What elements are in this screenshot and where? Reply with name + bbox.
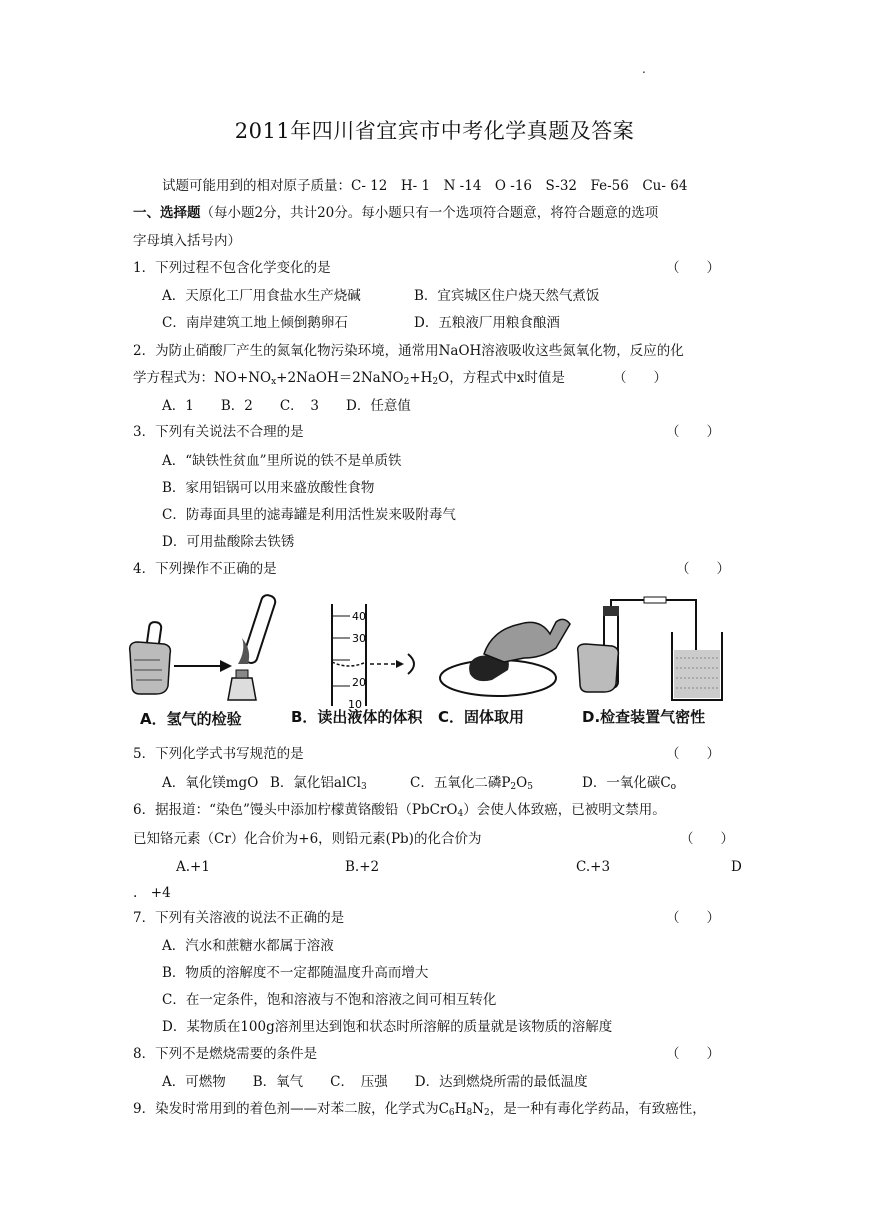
q5-answer-blank: （ ） — [666, 746, 720, 762]
q4-figures — [120, 590, 740, 708]
q3-option-d: D．可用盐酸除去铁锈 — [162, 534, 295, 550]
q7-option-c: C．在一定条件，饱和溶液与不饱和溶液之间可相互转化 — [162, 992, 497, 1008]
cylinder-tick-30: 30 — [352, 632, 366, 645]
q7-option-b: B．物质的溶解度不一定都随温度升高而增大 — [162, 965, 429, 981]
q3-option-c: C．防毒面具里的滤毒罐是利用活性炭来吸附毒气 — [162, 507, 456, 523]
q2-sub: x — [271, 377, 277, 387]
q6-option-d: . +4 — [133, 885, 171, 901]
q9-text: 9．染发时常用到的着色剂——对苯二胺，化学式为C — [133, 1101, 449, 1117]
q1-option-a: A．天原化工厂用食盐水生产烧碱 — [162, 288, 361, 304]
q7-option-d: D．某物质在100g溶剂里达到饱和状态时所溶解的质量就是该物质的溶解度 — [162, 1019, 613, 1035]
section-note-2: 字母填入括号内） — [133, 233, 241, 249]
q6-sub: 4 — [457, 809, 464, 819]
cylinder-tick-10: 10 — [348, 698, 362, 708]
section-title: 一、选择题 — [133, 205, 201, 221]
fig-d-label: D.检查装置气密性 — [582, 708, 706, 726]
q1-option-b: B．宜宾城区住户烧天然气煮饭 — [414, 288, 600, 304]
q1-option-c: C．南岸建筑工地上倾倒鹅卵石 — [162, 315, 348, 331]
q6-text: 6．据报道：“染色”馒头中添加柠檬黄铬酸铅（PbCrO — [133, 802, 458, 818]
q5-text: D．一氧化碳C — [582, 775, 671, 791]
arrow-head-icon — [220, 660, 232, 672]
q2-stem-2 — [133, 368, 565, 388]
q5-text: C．五氧化二磷P — [410, 775, 511, 791]
q3-option-a: A．“缺铁性贫血”里所说的铁不是单质铁 — [162, 453, 402, 469]
q1-stem: 1．下列过程不包含化学变化的是 — [133, 260, 331, 276]
q9-text: H — [454, 1101, 467, 1117]
q2-options: A．1 B．2 C． 3 D．任意值 — [162, 398, 411, 414]
fig-c-illustration — [440, 619, 570, 696]
rubber-stopper — [603, 606, 619, 616]
q2-text: +2NaOH＝2NaNO — [276, 370, 404, 386]
q2-text: 学方程式为：NO+NO — [133, 370, 272, 386]
sight-arrow-icon — [396, 660, 404, 668]
hand-icon — [578, 644, 619, 692]
q7-answer-blank: （ ） — [666, 910, 720, 926]
q7-option-a: A．汽水和蔗糖水都属于溶液 — [162, 938, 334, 954]
q6-option-b: B.+2 — [345, 859, 380, 875]
q9-sub: 2 — [483, 1108, 490, 1118]
q2-sub: 2 — [403, 377, 410, 387]
fig-b-label: B．读出液体的体积 — [291, 708, 423, 726]
q9-sub: 6 — [448, 1108, 455, 1118]
q5-text: B．氯化铝alCl — [270, 775, 361, 791]
q6-stem-1 — [133, 800, 666, 820]
q3-stem: 3．下列有关说法不合理的是 — [133, 424, 304, 440]
q2-sub: 2 — [432, 377, 439, 387]
q5-option-a: A．氧化镁mgO — [162, 775, 259, 791]
cylinder-tick-20: 20 — [352, 676, 366, 689]
header-dot: . — [642, 62, 646, 76]
q6-option-a: A.+1 — [176, 859, 210, 875]
section-heading — [133, 203, 658, 223]
q9-text: ，是一种有毒化学药品，有致癌性， — [489, 1101, 706, 1117]
hand-icon — [130, 642, 171, 694]
cylinder-tick-40: 40 — [352, 610, 366, 623]
page-title: 2011年四川省宜宾市中考化学真题及答案 — [234, 119, 635, 143]
q6-answer-blank: （ ） — [680, 831, 734, 847]
q6-option-c: C.+3 — [576, 859, 611, 875]
q4-answer-blank: （ ） — [676, 561, 730, 577]
q5-option-c — [410, 773, 533, 793]
atomic-masses: 试题可能用到的相对原子质量：C- 12 H- 1 N -14 O -16 S-32 Fe-56 Cu- 64 — [162, 178, 688, 194]
q1-answer-blank: （ ） — [666, 260, 720, 276]
q9-stem — [133, 1099, 706, 1119]
fig-a-label: A．氢气的检验 — [140, 710, 242, 728]
q3-answer-blank: （ ） — [666, 424, 720, 440]
q8-answer-blank: （ ） — [666, 1046, 720, 1062]
q8-stem: 8．下列不是燃烧需要的条件是 — [133, 1046, 318, 1062]
q1-option-d: D．五粮液厂用粮食酿酒 — [414, 315, 560, 331]
q5-option-b — [270, 773, 367, 793]
q5-sub: 2 — [510, 782, 517, 792]
q2-text: O，方程式中x时值是 — [438, 370, 565, 386]
tube-joint — [644, 597, 666, 603]
q5-text: O — [516, 775, 528, 791]
alcohol-lamp-icon — [228, 678, 256, 700]
fig-c-label: C．固体取用 — [438, 708, 525, 726]
q6-text: ）会使人体致癌，已被明文禁用。 — [463, 802, 666, 818]
q5-option-d — [582, 773, 676, 793]
q9-sub: 8 — [466, 1108, 473, 1118]
q4-stem: 4．下列操作不正确的是 — [133, 561, 277, 577]
fig-d-illustration — [578, 597, 722, 700]
q9-text: N — [472, 1101, 484, 1117]
hand-icon — [484, 619, 570, 662]
q7-stem: 7．下列有关溶液的说法不正确的是 — [133, 910, 345, 926]
q3-option-b: B．家用铝锅可以用来盛放酸性食物 — [162, 480, 375, 496]
q5-stem: 5．下列化学式书写规范的是 — [133, 746, 304, 762]
q2-stem-1: 2．为防止硝酸厂产生的氮氧化物污染环境，通常用NaOH溶液吸收这些氮氧化物，反应的化 — [133, 343, 684, 359]
lamp-wick — [236, 670, 248, 678]
q5-sub: 5 — [527, 782, 533, 792]
fig-b-illustration — [332, 604, 414, 708]
q6-stem-2: 已知铬元素（Cr）化合价为+6，则铅元素(Pb)的化合价为 — [133, 831, 482, 847]
q2-answer-blank: （ ） — [613, 370, 667, 386]
section-note-1: （每小题2分，共计20分。每小题只有一个选项符合题意，将符合题意的选项 — [200, 205, 659, 221]
meniscus — [332, 662, 366, 666]
q8-options: A．可燃物 B．氧气 C． 压强 D．达到燃烧所需的最低温度 — [162, 1074, 588, 1090]
q5-sub: 3 — [360, 782, 367, 792]
q6-option-d-letter: D — [731, 859, 742, 875]
fig-a-illustration — [130, 594, 277, 700]
beaker-water — [674, 650, 720, 698]
q2-text: +H — [409, 370, 433, 386]
q5-sub: o — [670, 782, 677, 792]
eye-icon — [408, 654, 414, 674]
